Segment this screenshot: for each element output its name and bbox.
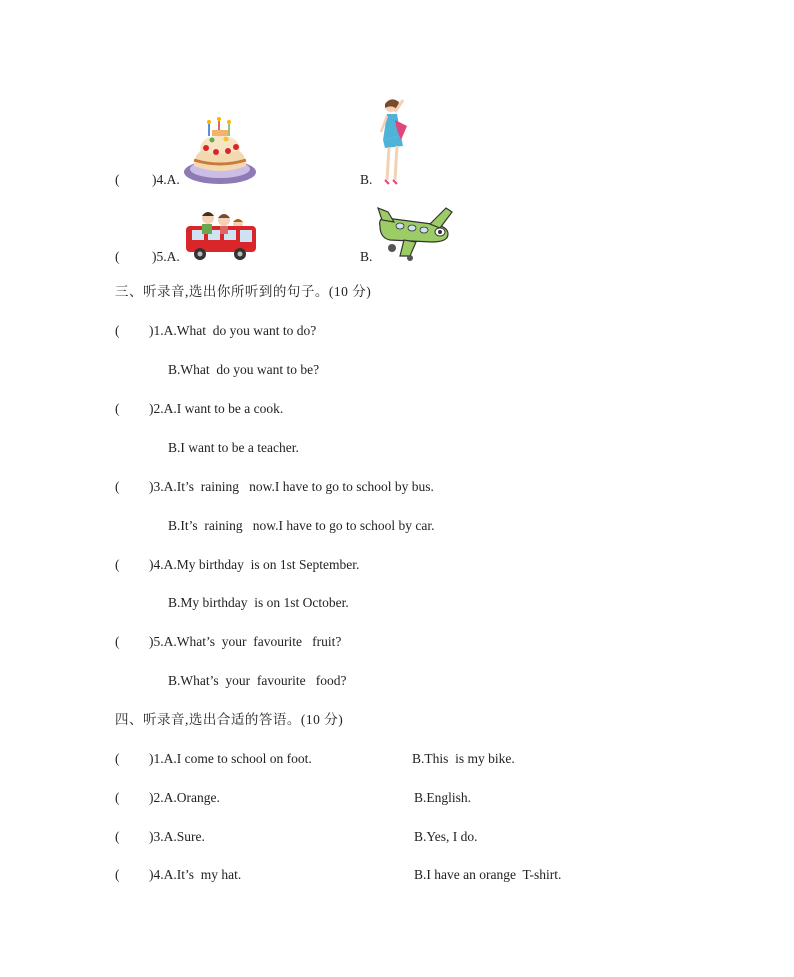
reply-4-option-a: )4.A.It’s my hat. bbox=[149, 867, 242, 882]
reply-1-option-a: )1.A.I come to school on foot. bbox=[149, 751, 312, 766]
question-1-option-a: )1.A.What do you want to do? bbox=[149, 323, 317, 338]
woman-dress-picture bbox=[373, 96, 413, 188]
answer-paren: ( bbox=[115, 323, 120, 338]
question-4-option-b: B.My birthday is on 1st October. bbox=[168, 595, 349, 610]
option-b-label: B. bbox=[360, 172, 373, 187]
option-b-label: B. bbox=[360, 249, 373, 264]
reply-3-option-b: B.Yes, I do. bbox=[414, 829, 478, 844]
question-3-option-b: B.It’s raining now.I have to go to school by car. bbox=[168, 518, 435, 533]
question-2-option-a: )2.A.I want to be a cook. bbox=[149, 401, 284, 416]
question-5-option-b: B.What’s your favourite food? bbox=[168, 673, 347, 688]
birthday-cake-picture bbox=[182, 116, 258, 186]
answer-paren: ( bbox=[115, 634, 120, 649]
reply-2-option-b: B.English. bbox=[414, 790, 472, 805]
section-4-heading: 四、听录音,选出合适的答语。(10 分) bbox=[115, 712, 344, 727]
question-number: )4.A. bbox=[152, 172, 180, 187]
answer-paren: ( bbox=[115, 751, 120, 766]
answer-paren: ( bbox=[115, 867, 120, 882]
answer-paren: ( bbox=[115, 557, 120, 572]
answer-paren: ( bbox=[115, 401, 120, 416]
reply-3-option-a: )3.A.Sure. bbox=[149, 829, 205, 844]
airplane-picture bbox=[374, 204, 454, 262]
question-5-option-a: )5.A.What’s your favourite fruit? bbox=[149, 634, 342, 649]
question-3-option-a: )3.A.It’s raining now.I have to go to school by bus. bbox=[149, 479, 434, 494]
answer-paren: ( bbox=[115, 172, 120, 187]
reply-1-option-b: B.This is my bike. bbox=[412, 751, 515, 766]
reply-4-option-b: B.I have an orange T-shirt. bbox=[414, 867, 562, 882]
bus-picture bbox=[182, 208, 260, 262]
question-number: )5.A. bbox=[152, 249, 180, 264]
question-1-option-b: B.What do you want to be? bbox=[168, 362, 320, 377]
section-3-heading: 三、听录音,选出你所听到的句子。(10 分) bbox=[115, 284, 372, 299]
question-2-option-b: B.I want to be a teacher. bbox=[168, 440, 299, 455]
answer-paren: ( bbox=[115, 249, 120, 264]
answer-paren: ( bbox=[115, 479, 120, 494]
question-4-option-a: )4.A.My birthday is on 1st September. bbox=[149, 557, 360, 572]
answer-paren: ( bbox=[115, 829, 120, 844]
reply-2-option-a: )2.A.Orange. bbox=[149, 790, 220, 805]
answer-paren: ( bbox=[115, 790, 120, 805]
